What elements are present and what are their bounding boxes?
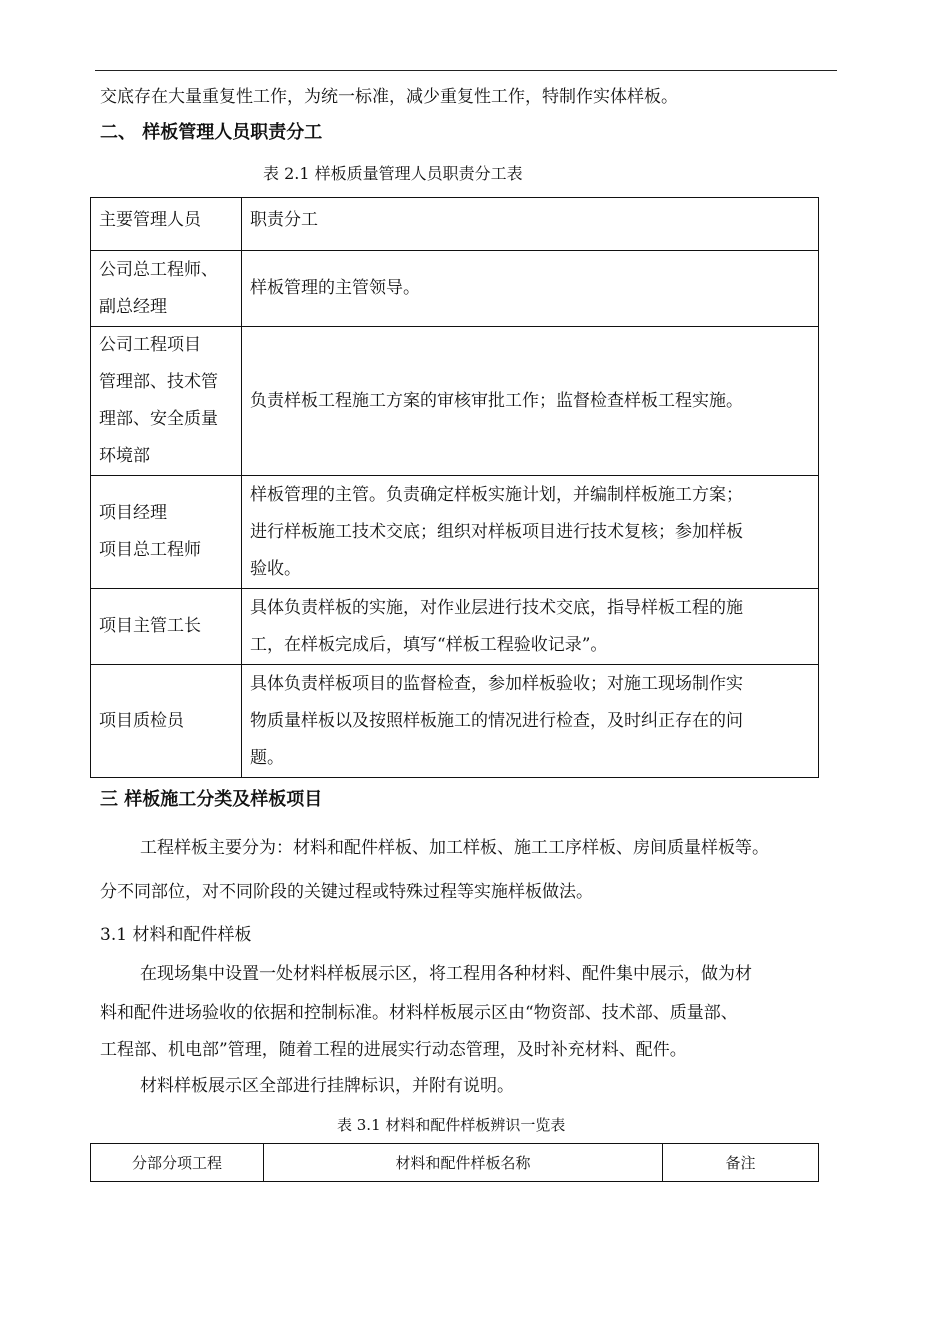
duty-cell: 具体负责样板项目的监督检查，参加样板验收；对施工现场制作实 物质量样板以及按照样板施工的情况进行检查，及时纠正存在的问 题。 <box>242 665 819 778</box>
header-cell-remarks: 备注 <box>663 1144 819 1182</box>
para3: 材料样板展示区全部进行挂牌标识，并附有说明。 <box>140 1076 514 1096</box>
table-row <box>91 327 819 476</box>
header-cell-division: 分部分项工程 <box>91 1144 264 1182</box>
table-row <box>91 589 819 665</box>
header-cell-role: 主要管理人员 <box>91 198 242 251</box>
materials-table <box>90 1143 819 1182</box>
table-header-row <box>91 198 819 251</box>
intro-line: 交底存在大量重复性工作，为统一标准，减少重复性工作，特制作实体样板。 <box>100 87 678 107</box>
role-cell: 公司工程项目 管理部、技术管 理部、安全质量 环境部 <box>91 327 242 476</box>
duty-cell: 负责样板工程施工方案的审核审批工作；监督检查样板工程实施。 <box>242 327 819 476</box>
role-cell: 项目质检员 <box>91 665 242 778</box>
section3-heading: 三 样板施工分类及样板项目 <box>100 789 323 810</box>
para2-line3: 工程部、机电部”管理，随着工程的进展实行动态管理，及时补充材料、配件。 <box>100 1040 687 1060</box>
table-row <box>91 476 819 589</box>
table31-caption: 表 3.1 材料和配件样板辨识一览表 <box>337 1116 566 1134</box>
role-cell: 项目经理 项目总工程师 <box>91 476 242 589</box>
duty-cell: 样板管理的主管领导。 <box>242 251 819 327</box>
role-cell: 公司总工程师、 副总经理 <box>91 251 242 327</box>
section2-heading: 二、 样板管理人员职责分工 <box>100 122 323 143</box>
role-cell: 项目主管工长 <box>91 589 242 665</box>
header-cell-sample-name: 材料和配件样板名称 <box>264 1144 663 1182</box>
header-rule <box>95 70 837 71</box>
duty-cell: 具体负责样板的实施，对作业层进行技术交底，指导样板工程的施 工，在样板完成后，填写“样板工程验收记录”。 <box>242 589 819 665</box>
para1-line2: 分不同部位，对不同阶段的关键过程或特殊过程等实施样板做法。 <box>100 882 593 902</box>
table-row <box>91 665 819 778</box>
table21-caption: 表 2.1 样板质量管理人员职责分工表 <box>263 164 523 183</box>
para1-line1: 工程样板主要分为：材料和配件样板、加工样板、施工工序样板、房间质量样板等。 <box>140 838 769 858</box>
header-cell-duty: 职责分工 <box>242 198 819 251</box>
para2-line2: 料和配件进场验收的依据和控制标准。材料样板展示区由“物资部、技术部、质量部、 <box>100 1003 738 1023</box>
table-header-row <box>91 1144 819 1182</box>
duty-cell: 样板管理的主管。负责确定样板实施计划，并编制样板施工方案； 进行样板施工技术交底；组织对样板项目进行技术复核；参加样板 验收。 <box>242 476 819 589</box>
subsection-heading: 3.1 材料和配件样板 <box>100 925 252 945</box>
duty-table <box>90 197 819 778</box>
para2-line1: 在现场集中设置一处材料样板展示区，将工程用各种材料、配件集中展示，做为材 <box>140 964 752 984</box>
table-row <box>91 251 819 327</box>
